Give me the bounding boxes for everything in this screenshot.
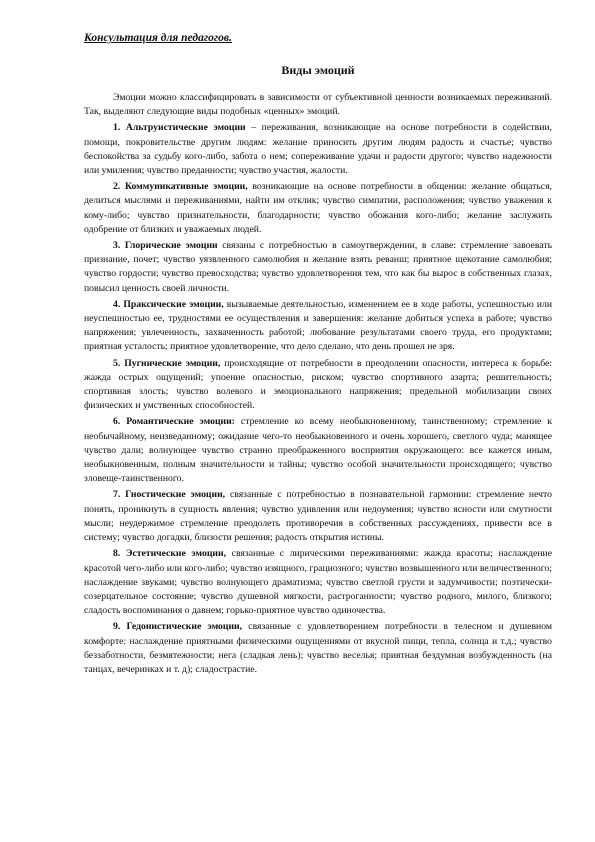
section-text: связанные с удовлетворением потребности в телесном и душевном комфорте: наслаждение приятными физическими ощущениями от вкусной пищи, тепла, солнца и т.д.; чувство беззаботности, безмятежности; нега (сладкая лень); чувство веселья; приятная бездумная возбужденность (на танцах, вечеринках и т. д); сладострастие. (84, 621, 552, 675)
section-term: 8. Эстетические эмоции, (113, 548, 227, 560)
section-term: 1. Альтруистические эмоции (113, 122, 246, 134)
section-paragraph (84, 239, 552, 296)
section-term: 7. Гностические эмоции, (113, 489, 226, 501)
section-term: 6. Романтические эмоции: (113, 416, 235, 428)
section-text: связанные с лирическими переживаниями: жажда красоты; наслаждение красотой чего-либо или кого-либо; чувство изящного, грациозного; чувство возвышенного или величественного; наслаждение звуками; чувство волнующего драматизма; чувство светлой грусти и задумчивости; поэтически-созерцательное состояние; чувство душевной мягкости, растроганности; чувство родного, милого, близкого; сладость воспоминания о давнем; горько-приятное чувство одиночества. (84, 548, 553, 617)
section-paragraph (84, 298, 552, 355)
section-text: стремление ко всему необыкновенному, таинственному; стремление к необычайному, неизведанному; ожидание чего-то необыкновенного и очень хорошего, светлого чуда; манящее чувство дали; волнующее чувство странно преображенного восприятия окружающего: все кажется иным, необыкновенным, полным значительности и тайны; чувство особой значительности происходящего; чувство зловеще-таинственного. (84, 416, 552, 485)
document-title: Виды эмоций (281, 63, 355, 77)
section-text: происходящие от потребности в преодолении опасности, интереса к борьбе: жажда острых ощущений; упоение опасностью, риском; чувство спортивного азарта; решительность; спортивная злость; чувство волевого и эмоционального напряжения; предельной мобилизации своих физических и умственных способностей. (84, 357, 552, 412)
section-term: 4. Праксические эмоции, (113, 298, 224, 310)
section-text: связаны с потребностью в самоутверждении, в славе: стремление завоевать признание, почет; чувство уязвленного самолюбия и желание взять реванш; приятное щекотание самолюбия; чувство гордости; чувство превосходства; чувство удовлетворения тем, что как бы вырос в собственных глазах, повысил ценность своей личности. (84, 240, 552, 294)
section-term: 2. Коммуникативные эмоции, (113, 181, 248, 193)
section-term: 5. Пугнические эмоции, (113, 357, 221, 369)
section-paragraph (84, 357, 552, 414)
section-term: 9. Гедонистические эмоции, (113, 621, 243, 633)
section-paragraph (84, 620, 552, 677)
document-header: Консультация для педагогов. (84, 32, 232, 44)
document-page (84, 30, 552, 679)
section-paragraph (84, 415, 552, 486)
intro-paragraph: Эмоции можно классифицировать в зависимости от субъективной ценности возникаемых переживаний. Так, выделяют следующие виды подобных «ценных» эмоций. (84, 92, 552, 118)
section-paragraph (84, 180, 552, 237)
section-paragraph (84, 121, 552, 178)
section-text: связанные с потребностью в познавательной гармонии: стремление нечто понять, проникнуть в сущность явления; чувство удивления или недоумения; чувство ясности или смутности мысли; неудержимое стремление преодолеть противоречия в собственных рассуждениях, привести все в систему; чувство догадки, близости решения; радость открытия истины. (84, 489, 552, 544)
section-term: 3. Глорические эмоции (113, 240, 218, 252)
section-text: вызываемые деятельностью, изменением ее в ходе работы, успешностью или неуспешностью ее, трудностями ее осуществления и завершения: желание добиться успеха в работе; чувство напряжения; увлеченность, захваченность работой; любование результатами своего труда, его продуктами; приятная усталость; приятное удовлетворение, что дело сделано, что день прошел не зря. (84, 298, 552, 353)
section-paragraph (84, 547, 552, 618)
section-paragraph (84, 488, 552, 545)
section-text: возникающие на основе потребности в общении: желание общаться, делиться мыслями и переживаниями, найти им отклик; чувство симпатии, расположения; чувство уважения к кому-либо; чувство признательности, благодарности; чувство обожания кого-либо; желание заслужить одобрение от близких и уважаемых людей. (84, 181, 552, 235)
section-text: – переживания, возникающие на основе потребности в содействии, помощи, покровительстве другим людям: желание приносить другим людям радость и счастье; чувство беспокойства за судьбу кого-либо, забота о нем; сопереживание удачи и радости другого; чувство надежности или умиления; чувство преданности; чувство участия, жалости. (84, 122, 552, 177)
